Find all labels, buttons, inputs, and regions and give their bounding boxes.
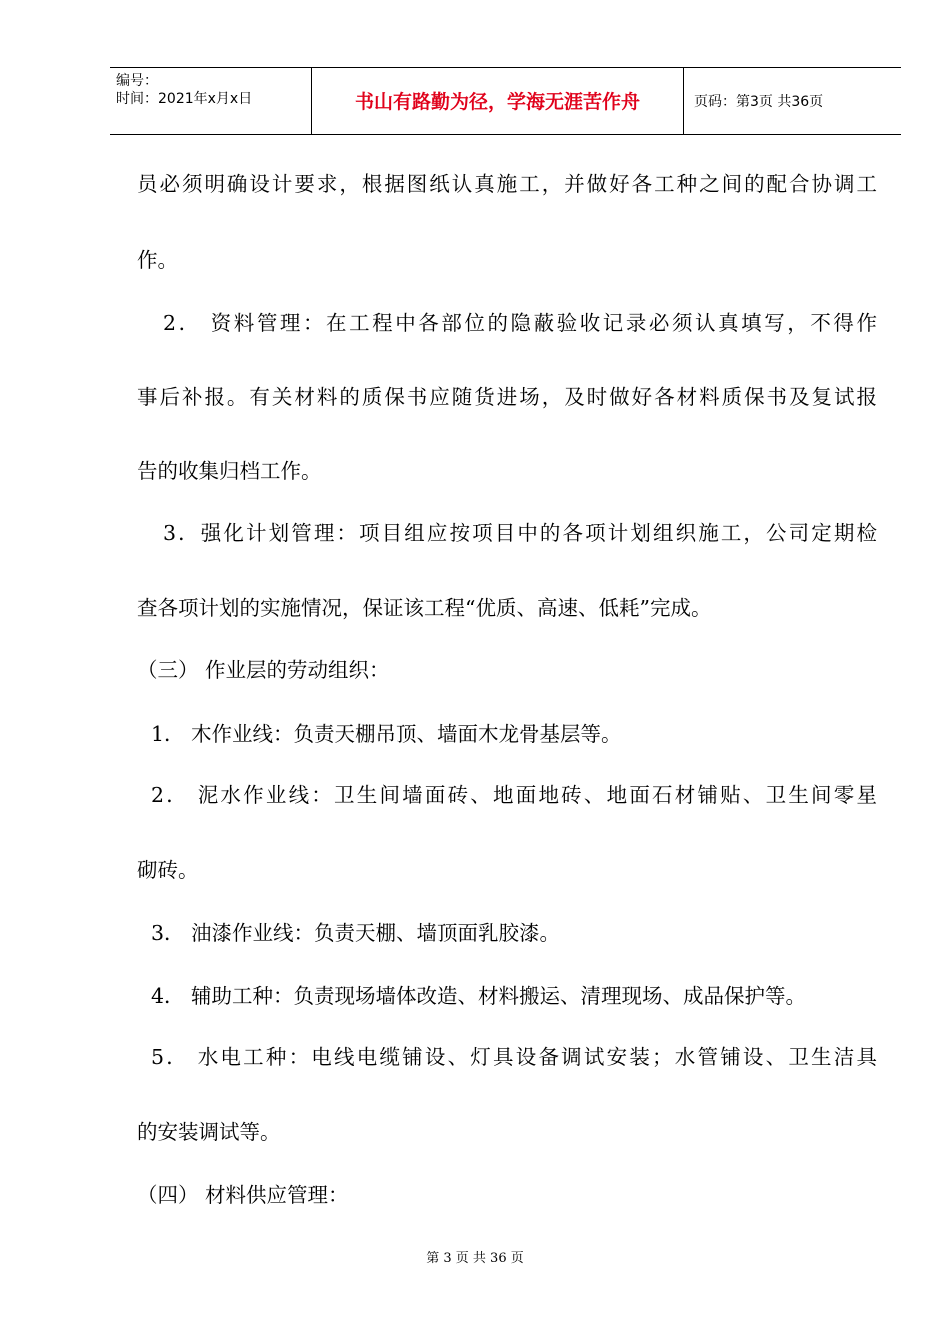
page-footer: 第 3 页 共 36 页 [426, 1251, 524, 1266]
body-line: 查各项计划的实施情况，保证该工程“优质、高速、低耗”完成。 [137, 596, 712, 620]
header-motto: 书山有路勤为径，学海无涯苦作舟 [312, 68, 684, 134]
section-heading: （四） 材料供应管理： [137, 1183, 349, 1207]
body-line: 作。 [137, 248, 178, 272]
body-line: 4． 辅助工种：负责现场墙体改造、材料搬运、清理现场、成品保护等。 [151, 984, 807, 1008]
body-line: 员必须明确设计要求，根据图纸认真施工，并做好各工种之间的配合协调工 [137, 172, 877, 196]
header-page-info: 页码：第3页 共36页 [694, 94, 824, 110]
body-line: 事后补报。有关材料的质保书应随货进场，及时做好各材料质保书及复试报 [137, 385, 877, 409]
header-meta-cell [110, 68, 312, 134]
body-line: 告的收集归档工作。 [137, 459, 322, 483]
body-line: 3． 油漆作业线：负责天棚、墙顶面乳胶漆。 [151, 921, 561, 945]
body-line: 2． 泥水作业线：卫生间墙面砖、地面地砖、地面石材铺贴、卫生间零星 [151, 783, 877, 807]
section-heading: （三） 作业层的劳动组织： [137, 658, 390, 682]
body-line: 1． 木作业线：负责天棚吊顶、墙面木龙骨基层等。 [151, 722, 622, 746]
body-line: 的安装调试等。 [137, 1120, 281, 1144]
body-line: 3．强化计划管理：项目组应按项目中的各项计划组织施工，公司定期检 [163, 521, 877, 545]
body-line: 5． 水电工种：电线电缆铺设、灯具设备调试安装；水管铺设、卫生洁具 [151, 1045, 877, 1069]
body-line: 2． 资料管理：在工程中各部位的隐蔽验收记录必须认真填写，不得作 [163, 311, 877, 335]
document-number-label: 编号： [116, 73, 158, 89]
body-line: 砌砖。 [137, 858, 199, 882]
document-time-label: 时间：2021年x月x日 [116, 91, 253, 107]
page-header [110, 67, 901, 135]
